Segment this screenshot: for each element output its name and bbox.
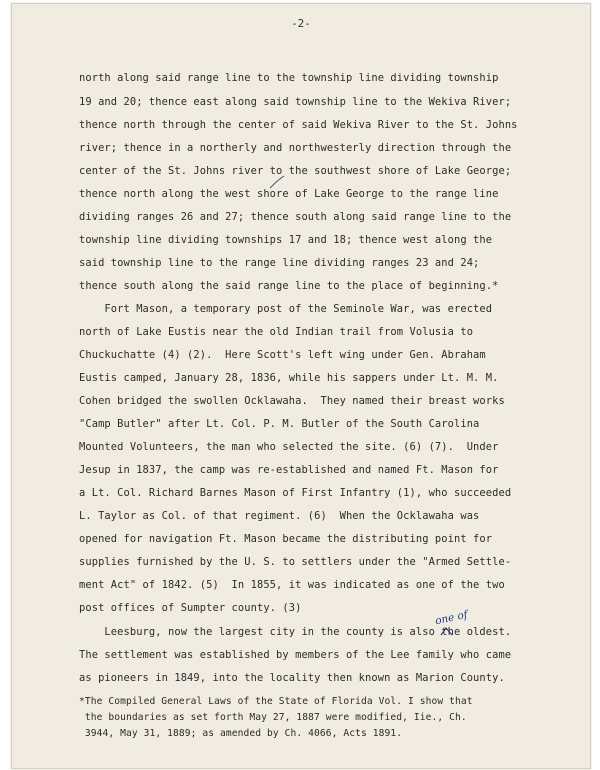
pencil-stroke-icon: [268, 174, 286, 190]
document-page: [11, 3, 591, 769]
text-line: thence south along the said range line to the place of beginning.*: [79, 280, 499, 292]
text-line: as pioneers in 1849, into the locality then known as Marion County.: [79, 672, 505, 684]
text-line: township line dividing townships 17 and 18; thence west along the: [79, 234, 493, 246]
page-number: -2-: [291, 17, 311, 30]
footnote-line: 3944, May 31, 1889; as amended by Ch. 4066, Acts 1891.: [79, 728, 403, 739]
handwritten-insert: one of: [434, 608, 469, 628]
text-line: river; thence in a northerly and northwesterly direction through the: [79, 142, 512, 154]
text-line: center of the St. Johns river to the southwest shore of Lake George;: [79, 165, 512, 177]
text-line: Fort Mason, a temporary post of the Seminole War, was erected: [79, 303, 493, 315]
text-line: Leesburg, now the largest city in the county is also the oldest.: [79, 626, 512, 638]
text-line: Eustis camped, January 28, 1836, while his sappers under Lt. M. M.: [79, 372, 499, 384]
text-line: 19 and 20; thence east along said township line to the Wekiva River;: [79, 96, 512, 108]
text-line: dividing ranges 26 and 27; thence south along said range line to the: [79, 211, 512, 223]
text-line: L. Taylor as Col. of that regiment. (6) When the Ocklawaha was: [79, 510, 480, 522]
text-line: The settlement was established by members of the Lee family who came: [79, 649, 512, 661]
text-line: opened for navigation Ft. Mason became the distributing point for: [79, 533, 493, 545]
text-line: said township line to the range line dividing ranges 23 and 24;: [79, 257, 480, 269]
footnote-line: the boundaries as set forth May 27, 1887 were modified, Iie., Ch.: [79, 712, 467, 723]
text-line: "Camp Butler" after Lt. Col. P. M. Butler of the South Carolina: [79, 418, 480, 430]
text-line: north of Lake Eustis near the old Indian trail from Volusia to: [79, 326, 474, 338]
text-line: thence north through the center of said Wekiva River to the St. Johns: [79, 119, 518, 131]
text-line: Cohen bridged the swollen Ocklawaha. They named their breast works: [79, 395, 505, 407]
text-line: post offices of Sumpter county. (3): [79, 602, 302, 614]
text-line: north along said range line to the township line dividing township: [79, 72, 499, 84]
text-line: a Lt. Col. Richard Barnes Mason of First Infantry (1), who succeeded: [79, 487, 512, 499]
text-line: Mounted Volunteers, the man who selected the site. (6) (7). Under: [79, 441, 499, 453]
text-line: ment Act" of 1842. (5) In 1855, it was indicated as one of the two: [79, 579, 505, 591]
text-line: thence north along the west shore of Lake George to the range line: [79, 188, 499, 200]
text-line: Chuckuchatte (4) (2). Here Scott's left wing under Gen. Abraham: [79, 349, 486, 361]
footnote-line: *The Compiled General Laws of the State of Florida Vol. I show that: [79, 696, 473, 707]
text-line: supplies furnished by the U. S. to settlers under the "Armed Settle-: [79, 556, 512, 568]
text-line: Jesup in 1837, the camp was re-established and named Ft. Mason for: [79, 464, 499, 476]
